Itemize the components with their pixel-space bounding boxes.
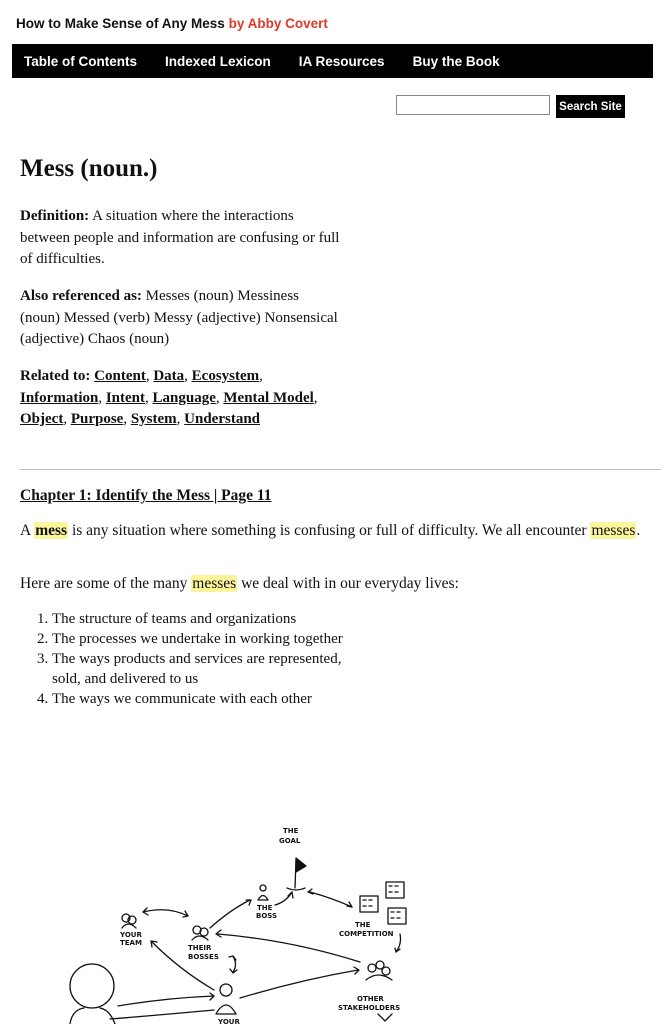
- book-title[interactable]: How to Make Sense of Any Mess: [16, 16, 225, 31]
- label-bosses-2: BOSSES: [188, 953, 219, 961]
- site-title[interactable]: [16, 16, 328, 31]
- intro-paragraph: [20, 521, 650, 541]
- list-item: 1. The structure of teams and organizations: [52, 609, 352, 629]
- related-link[interactable]: Purpose: [70, 411, 124, 427]
- you-figure-body: [216, 1005, 236, 1014]
- nav-buy-the-book[interactable]: Buy the Book: [412, 53, 500, 69]
- related-link[interactable]: Mental Model: [223, 389, 314, 406]
- nav-indexed-lexicon[interactable]: Indexed Lexicon: [165, 53, 271, 69]
- label-goal-1: THE: [283, 827, 299, 835]
- stakeholder-figure: [382, 967, 390, 975]
- related-link[interactable]: Understand: [184, 411, 261, 427]
- label-stakeholders-2: STAKEHOLDERS: [338, 1004, 401, 1012]
- boss-figure-body: [258, 896, 268, 901]
- list-item: 2. The processes we undertake in working together: [52, 629, 352, 649]
- you-figure-head: [220, 984, 232, 996]
- also-referenced-block: [20, 286, 340, 351]
- label-goal-2: GOAL: [279, 837, 301, 845]
- list-intro-paragraph: [20, 574, 650, 594]
- text-fragment: we deal with in our everyday lives:: [241, 575, 459, 592]
- definition-text: A situation where the interactions between people and information are confusing or full of difficulties.: [20, 208, 340, 267]
- related-link[interactable]: Data: [153, 368, 185, 384]
- related-label: Related to:: [20, 368, 91, 384]
- definition-block: [20, 206, 340, 271]
- list-item: 3. The ways products and services are represented, sold, and delivered to us: [52, 649, 352, 689]
- text-fragment: A: [20, 522, 31, 539]
- highlight-mess: mess: [35, 522, 68, 539]
- main-nav: [12, 44, 653, 78]
- related-link[interactable]: Content: [94, 368, 146, 384]
- competition-building: [360, 896, 378, 912]
- label-team-2: TEAM: [120, 939, 142, 947]
- related-link[interactable]: Language: [152, 389, 216, 406]
- definition-label: Definition:: [20, 208, 90, 224]
- search-input[interactable]: [396, 95, 550, 115]
- boss-figure-head: [260, 885, 266, 891]
- list-item: 4. The ways we communicate with each other: [52, 689, 352, 709]
- label-competition-1: THE: [355, 921, 371, 929]
- search-button[interactable]: Search Site: [556, 95, 625, 118]
- page-title: Mess (noun.): [20, 155, 158, 182]
- related-link[interactable]: System: [130, 411, 177, 427]
- nav-table-of-contents[interactable]: Table of Contents: [24, 53, 137, 69]
- related-link[interactable]: Object: [20, 411, 64, 427]
- label-you: YOUR: [218, 1018, 240, 1024]
- mess-list: [20, 609, 352, 709]
- related-link[interactable]: Ecosystem: [191, 368, 260, 384]
- stakeholder-figure: [368, 964, 376, 972]
- text-fragment: Here are some of the many: [20, 575, 188, 592]
- label-stakeholders-1: OTHER: [357, 995, 384, 1003]
- text-fragment: is any situation where something is confusing or full of difficulty. We all encounter: [71, 522, 587, 539]
- label-boss-1: THE: [257, 904, 273, 912]
- text-fragment: .: [636, 522, 641, 539]
- competition-building: [388, 908, 406, 924]
- related-link[interactable]: Intent: [105, 389, 146, 406]
- competition-building: [386, 882, 404, 898]
- label-bosses-1: THEIR: [188, 944, 212, 952]
- highlight-messes: messes: [591, 522, 636, 539]
- label-boss-2: BOSS: [256, 912, 278, 920]
- goal-flag: [296, 858, 306, 872]
- mess-illustration: [0, 810, 669, 1024]
- highlight-messes: messes: [192, 575, 237, 592]
- also-referenced-label: Also referenced as:: [20, 288, 142, 304]
- label-team-1: YOUR: [120, 931, 142, 939]
- related-block: Related to: Content, Data, Ecosystem, Information, Intent, Language, Mental Model, Object, Purpose, System, Understand: [20, 368, 318, 427]
- bosses-figure: [200, 928, 208, 936]
- author-link[interactable]: by Abby Covert: [228, 16, 328, 31]
- section-divider: [20, 469, 661, 470]
- chapter-link[interactable]: Chapter 1: Identify the Mess | Page 11: [20, 487, 272, 504]
- person-head: [70, 964, 114, 1008]
- also-referenced-text: Messes (noun) Messiness (noun) Messed (verb) Messy (adjective) Nonsensical (adjective) Chaos (noun): [20, 288, 338, 347]
- label-competition-2: COMPETITION: [339, 930, 394, 938]
- nav-ia-resources[interactable]: IA Resources: [298, 53, 385, 69]
- related-link[interactable]: Information: [20, 389, 99, 406]
